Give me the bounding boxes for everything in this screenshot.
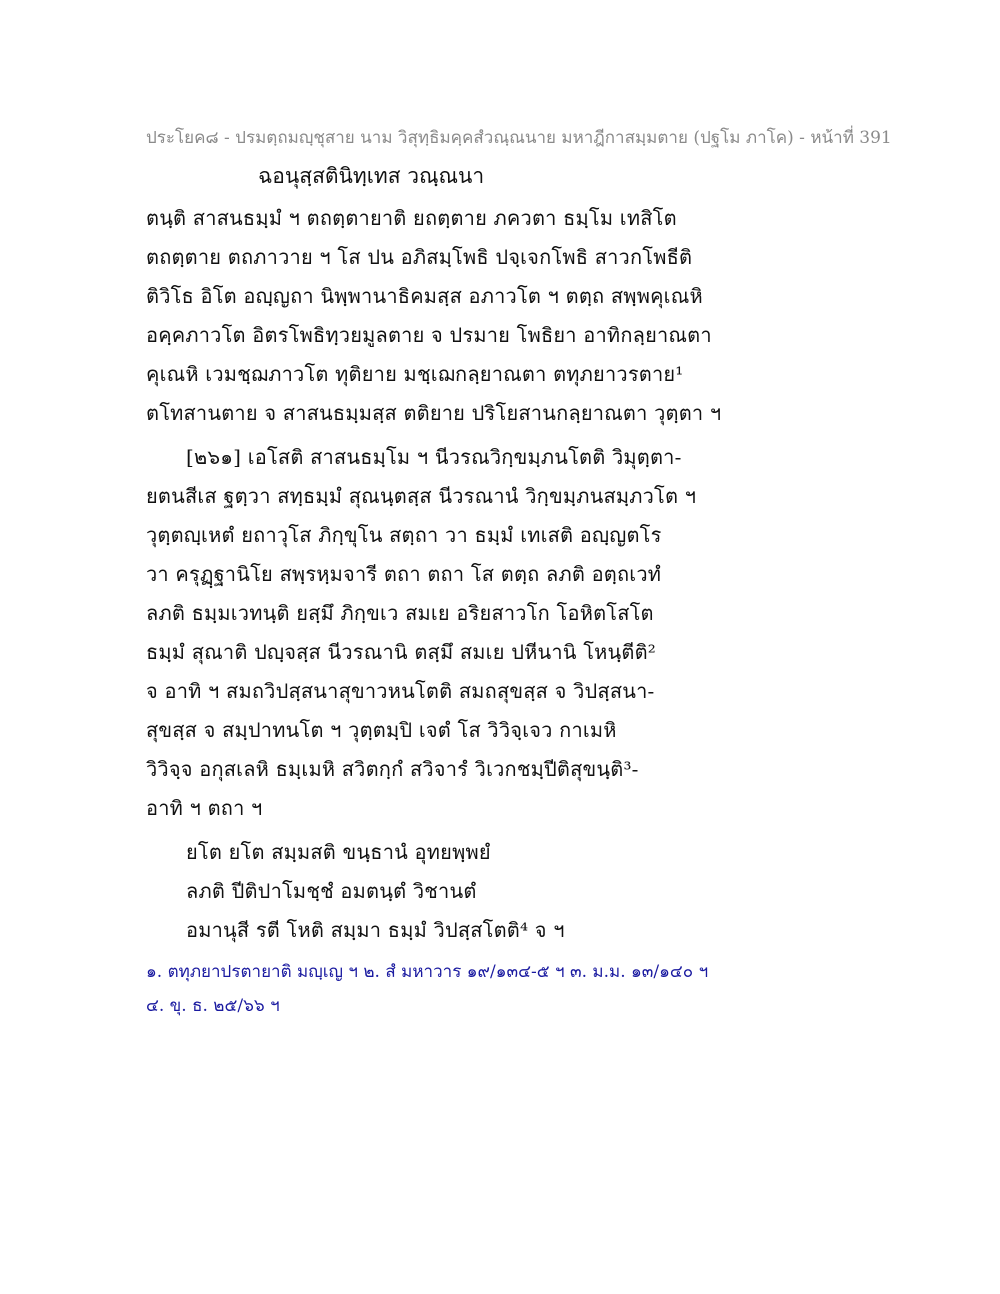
paragraph-2-line-4: วา ครุฏฺฐานิโย สพฺรหฺมจารี ตถา ตถา โส ตตฺถ ลภติ อตฺถเวทํ — [146, 562, 662, 586]
footnote-line-2: ๔. ขุ. ธ. ๒๕/๖๖ ฯ — [146, 996, 280, 1016]
paragraph-2-line-8: สุขสฺส จ สมฺปาทนโต ฯ วุตฺตมฺปิ เจตํ โส วิวิจฺเจว กาเมหิ — [146, 718, 617, 742]
paragraph-2-line-6: ธมฺมํ สุณาติ ปญฺจสฺส นีวรณานิ ตสฺมึ สมเย ปหีนานิ โหนฺตีติ² — [146, 640, 656, 664]
paragraph-1-line-2: ตถตฺตาย ตถภาวาย ฯ โส ปน อภิสมฺโพธิ ปจฺเจกโพธิ สาวกโพธีติ — [146, 245, 693, 269]
paragraph-2-line-1: [๒๖๑] เอโสติ สาสนธมฺโม ฯ นีวรณวิกฺขมฺภนโตติ วิมุตฺตา- — [186, 445, 682, 469]
verse-line-2: ลภติ ปีติปาโมชฺชํ อมตนฺตํ วิชานตํ — [186, 879, 477, 903]
paragraph-2-line-10: อาทิ ฯ ตถา ฯ — [146, 796, 263, 820]
section-title: ฉอนุสฺสตินิทฺเทส วณฺณนา — [258, 164, 485, 188]
verse-line-3: อมานุสี รตี โหติ สมฺมา ธมฺมํ วิปสฺสโตติ⁴ จ ฯ — [186, 918, 565, 942]
paragraph-1-line-6: ตโทสานตาย จ สาสนธมฺมสฺส ตติยาย ปริโยสานกลฺยาณตา วุตฺตา ฯ — [146, 401, 722, 425]
footnote-line-1: ๑. ตทุภยาปรตายาติ มญฺเญ ฯ ๒. สํ มหาวาร ๑๙/๑๓๔-๕ ฯ ๓. ม.ม. ๑๓/๑๔๐ ฯ — [146, 962, 709, 982]
paragraph-1-line-5: คุเณหิ เวมชฺฌภาวโต ทุติยาย มชฺเฌกลฺยาณตา ตทุภยาวรตาย¹ — [146, 362, 684, 386]
paragraph-2-line-7: จ อาทิ ฯ สมถวิปสฺสนาสุขาวหนโตติ สมถสุขสฺส จ วิปสฺสนา- — [146, 679, 655, 703]
page-header: ประโยค๘ - ปรมตฺถมญฺชุสาย นาม วิสุทฺธิมคฺคสํวณฺณนาย มหาฎีกาสมฺมตาย (ปฐโม ภาโค) - หน้าที่ 391 — [146, 128, 892, 148]
paragraph-2-line-2: ยตนสีเส ฐตฺวา สทฺธมฺมํ สุณนฺตสฺส นีวรณานํ วิกฺขมฺภนสมฺภวโต ฯ — [146, 484, 697, 508]
paragraph-2-line-5: ลภติ ธมฺมเวทนฺติ ยสฺมึ ภิกฺขเว สมเย อริยสาวโก โอหิตโสโต — [146, 601, 654, 625]
verse-line-1: ยโต ยโต สมฺมสติ ขนฺธานํ อุทยพฺพยํ — [186, 840, 491, 864]
paragraph-1-line-4: อคฺคภาวโต อิตรโพธิทฺวยมูลตาย จ ปรมาย โพธิยา อาทิกลฺยาณตา — [146, 323, 712, 347]
paragraph-2-line-3: วุตฺตญฺเหตํ ยถาวุโส ภิกฺขุโน สตฺถา วา ธมฺมํ เทเสติ อญฺญตโร — [146, 523, 662, 547]
paragraph-2-line-9: วิวิจฺจ อกุสเลหิ ธมฺเมหิ สวิตกฺกํ สวิจารํ วิเวกชมฺปีติสุขนฺติ³- — [146, 757, 639, 781]
paragraph-1-line-1: ตนฺติ สาสนธมฺมํ ฯ ตถตฺตายาติ ยถตฺตาย ภควตา ธมฺโม เทสิโต — [146, 206, 677, 230]
paragraph-1-line-3: ติวิโธ อิโต อญฺญถา นิพฺพานาธิคมสฺส อภาวโต ฯ ตตฺถ สพฺพคุเณหิ — [146, 284, 703, 308]
